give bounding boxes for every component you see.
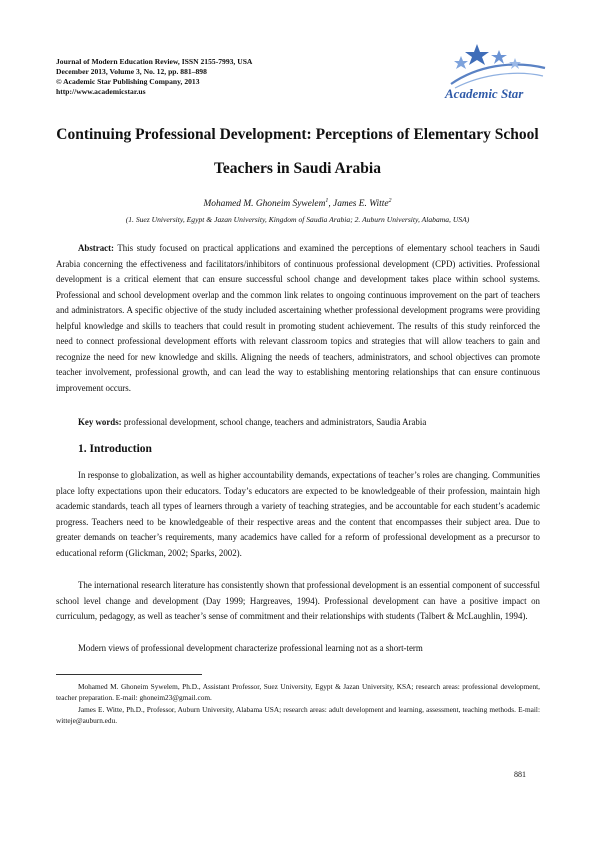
journal-name-line: Journal of Modern Education Review, ISSN 2155-7993, USA (56, 57, 253, 66)
paper-title-line-2: Teachers in Saudi Arabia (214, 160, 381, 177)
journal-header (56, 57, 252, 97)
author-1-affil-mark: 1 (325, 198, 329, 204)
author-1: Mohamed M. Ghoneim Sywelem (203, 199, 326, 210)
keywords (78, 417, 426, 427)
author-2: James E. Witte (333, 199, 389, 210)
footnote-2: James E. Witte, Ph.D., Professor, Auburn University, Alabama USA; research areas: adult development and learning, assessment, teaching methods. E-mail: witteje@auburn.edu. (56, 705, 540, 726)
academic-star-logo (437, 38, 547, 100)
svg-text:Academic Star: Academic Star (445, 86, 524, 100)
affiliations: (1. Suez University, Egypt & Jazan University, Kingdom of Saudia Arabia; 2. Auburn University, Alabama, USA) (125, 215, 470, 224)
abstract-label: Abstract: (78, 243, 114, 253)
body-paragraph-3: Modern views of professional development characterize professional learning not as a short-term (78, 643, 423, 653)
footnote-1: Mohamed M. Ghoneim Sywelem, Ph.D., Assistant Professor, Suez University, Egypt & Jazan University, KSA; research areas: professional development, teacher preparation. E-mail: ghoneim23@gmail.com. (56, 682, 540, 703)
issue-line: December 2013, Volume 3, No. 12, pp. 881–898 (56, 67, 207, 76)
body-paragraph-1: In response to globalization, as well as higher accountability demands, expectations of teacher’s roles are changing. Communities place lofty expectations upon their educators. Today’s educators are expected to be knowledgeable of their profession, maintain high academic standards, teach all types of learners through a variety of teaching strategies, and be accountable for each student’s academic progress. Teachers need to be knowledgeable of their respective areas and the content that encompasses their subject area. Due to greater demands on teacher’s requirements, many academics have called for a reform of professional development as a precursor to educational reform (Glickman, 2002; Sparks, 2002). (56, 470, 540, 558)
page-number: 881 (514, 770, 526, 779)
footnote-divider (56, 674, 202, 675)
keywords-text: professional development, school change, teachers and administrators, Saudia Arabia (121, 417, 427, 427)
author-2-affil-mark: 2 (388, 198, 392, 204)
journal-url[interactable]: http://www.academicstar.us (56, 87, 146, 96)
paper-title-line-1: Continuing Professional Development: Perceptions of Elementary School (56, 126, 539, 143)
author-separator: , (328, 199, 334, 210)
publisher-line: © Academic Star Publishing Company, 2013 (56, 77, 200, 86)
abstract (56, 241, 540, 396)
body-paragraph-2: The international research literature has consistently shown that professional development is an essential component of successful school level change and development (Day 1999; Hargreaves, 1994). Professional development can have a positive impact on curriculum, pedagogy, as well as teacher’s sense of commitment and their relationships with students (Talbert & McLaughlin, 1994). (56, 580, 540, 621)
author-list (40, 198, 555, 209)
section-heading-introduction: 1. Introduction (78, 443, 152, 455)
keywords-label: Key words: (78, 417, 122, 427)
star-logo-icon (437, 38, 547, 100)
abstract-text: This study focused on practical applications and examined the perceptions of elementary school teachers in Saudi Arabia concerning the effectiveness and facilitators/inhibitors of continuous professional development (CPD) activities. Professional development is a critical element that can ensure successful school change and development takes place within school systems. Professional and school development overlap and the common link relates to ongoing continuous improvement on the part of teachers and administrators. A specific objective of the study included ascertaining whether professional development programs were providing helpful knowledge and skills to teachers that could result in promoting student achievement. The results of this study reinforced the need to connect professional development efforts with relevant classroom topics and strategies that will allow teachers to gain and recognize the need for new knowledge and skills. Aligning the needs of teachers, administrators, and school objectives can promote teacher involvement, professional growth, and can lead the way to establishing mentoring relationships that can ensure continuous improvement occurs. (56, 243, 540, 393)
